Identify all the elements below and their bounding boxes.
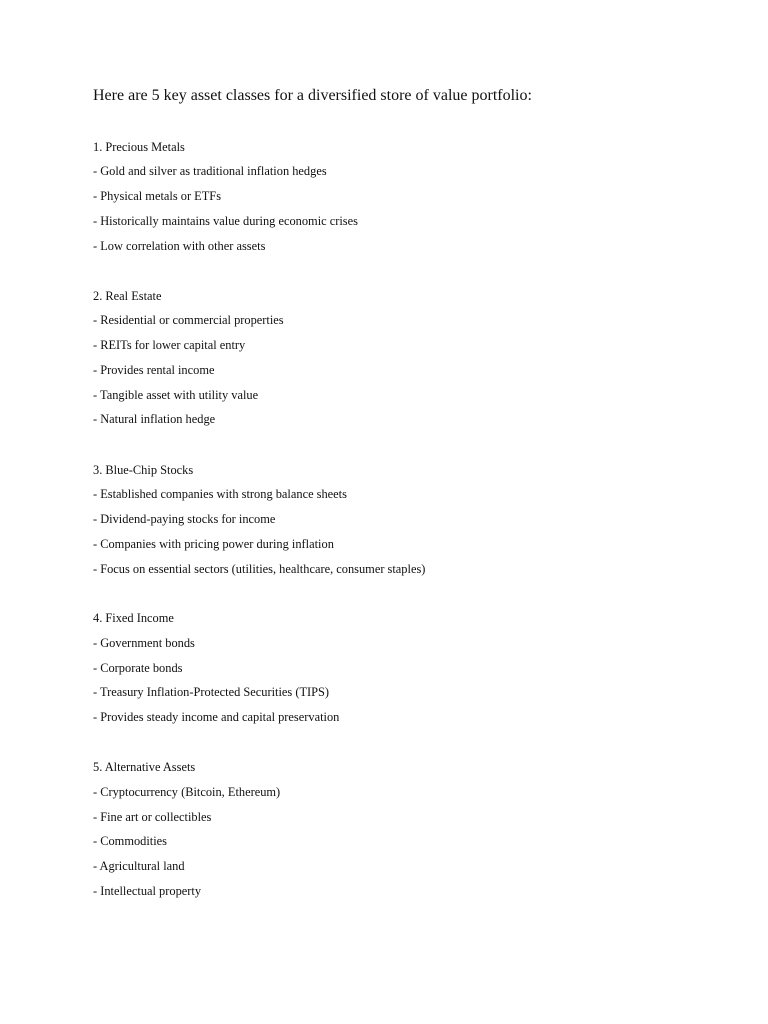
- list-item: - Residential or commercial properties: [93, 313, 284, 328]
- list-item: - Cryptocurrency (Bitcoin, Ethereum): [93, 784, 281, 799]
- section-alternative-assets: [93, 755, 280, 904]
- list-item: - Natural inflation hedge: [93, 412, 216, 427]
- list-item: - Intellectual property: [93, 883, 202, 898]
- list-item: - Commodities: [93, 834, 167, 849]
- list-item: - Historically maintains value during economic crises: [93, 213, 358, 228]
- intro-text: Here are 5 key asset classes for a diversified store of value portfolio:: [93, 87, 532, 104]
- list-item: - Established companies with strong balance sheets: [93, 487, 347, 502]
- section-heading: 1. Precious Metals: [93, 139, 185, 154]
- section-heading: 5. Alternative Assets: [93, 760, 196, 774]
- list-item: - Low correlation with other assets: [93, 238, 266, 253]
- section-heading: 2. Real Estate: [93, 288, 162, 303]
- list-item: - Corporate bonds: [93, 660, 183, 675]
- list-item: - Gold and silver as traditional inflation hedges: [93, 164, 327, 179]
- list-item: - REITs for lower capital entry: [93, 338, 246, 353]
- list-item: - Fine art or collectibles: [93, 809, 212, 824]
- list-item: - Physical metals or ETFs: [93, 189, 222, 204]
- section-real-estate: [93, 284, 284, 433]
- section-blue-chip-stocks: [93, 458, 425, 582]
- list-item: - Government bonds: [93, 635, 195, 650]
- section-fixed-income: [93, 606, 339, 730]
- list-item: - Treasury Inflation-Protected Securities (TIPS): [93, 685, 330, 700]
- list-item: - Provides steady income and capital preservation: [93, 710, 340, 725]
- list-item: - Companies with pricing power during inflation: [93, 536, 334, 551]
- section-heading: 3. Blue-Chip Stocks: [93, 462, 194, 477]
- section-precious-metals: [93, 135, 358, 259]
- list-item: - Tangible asset with utility value: [93, 387, 259, 402]
- section-heading: 4. Fixed Income: [93, 611, 174, 625]
- list-item: - Dividend-paying stocks for income: [93, 512, 276, 527]
- list-item: - Agricultural land: [93, 859, 185, 874]
- list-item: - Focus on essential sectors (utilities, healthcare, consumer staples): [93, 561, 426, 576]
- list-item: - Provides rental income: [93, 362, 215, 377]
